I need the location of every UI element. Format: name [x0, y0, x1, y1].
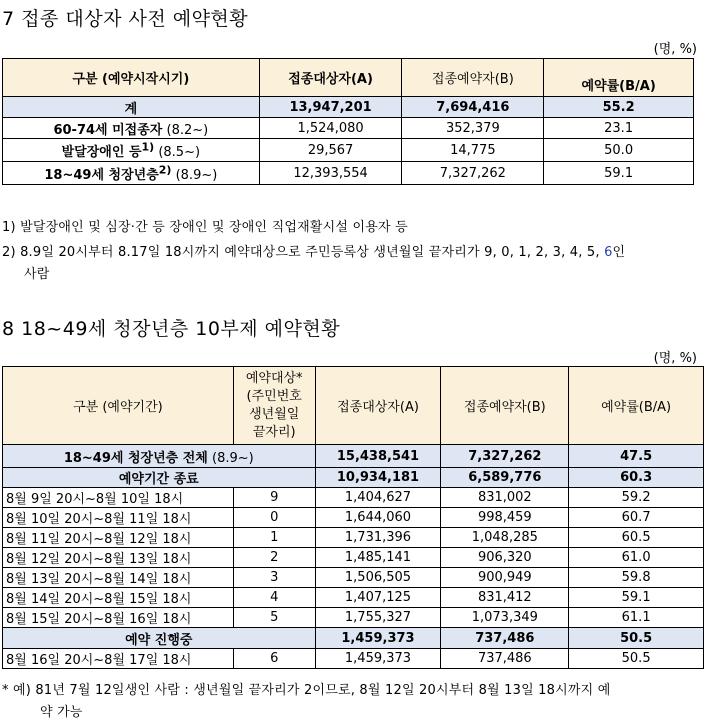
- row-label: 18~49세 청장년층: [44, 167, 159, 183]
- reservation-rate: 60.3: [569, 468, 704, 488]
- reserved-count: 1,048,285: [441, 528, 569, 548]
- table-row: [3, 608, 704, 628]
- reserved-count: 998,459: [441, 508, 569, 528]
- footnote-2: [2, 241, 625, 260]
- row-date-note: (8.5~): [158, 144, 201, 160]
- table-row-total: [3, 445, 704, 468]
- section8-title: 8 18~49세 청장년층 10부제 예약현황: [2, 318, 341, 340]
- table-row: [3, 162, 694, 185]
- table-row: [3, 528, 704, 548]
- table-row: [3, 649, 704, 669]
- row-label-cell: [3, 118, 260, 139]
- row-label-cell: [3, 162, 260, 185]
- footnote-2-cont: 사람: [24, 267, 50, 282]
- table-header-row: [3, 367, 704, 445]
- reserved-count: 7,694,416: [402, 97, 544, 118]
- target-count: 1,407,125: [315, 588, 441, 608]
- reservation-rate: 61.0: [569, 548, 704, 568]
- period-cell: 8월 15일 20시~8월 16일 18시: [3, 608, 234, 628]
- row-label-cell: [3, 445, 316, 468]
- footnote-ref: 2): [158, 163, 172, 177]
- table-row-total: [3, 97, 694, 118]
- period-cell: 8월 12일 20시~8월 13일 18시: [3, 548, 234, 568]
- reserved-count: 1,073,349: [441, 608, 569, 628]
- target-count: 1,485,141: [315, 548, 441, 568]
- reserved-count: 831,412: [441, 588, 569, 608]
- target-count: 1,731,396: [315, 528, 441, 548]
- reserved-count: 7,327,262: [402, 162, 544, 185]
- table-row-subtotal: [3, 628, 704, 649]
- reservation-rate: 50.5: [569, 649, 704, 669]
- table-row: [3, 588, 704, 608]
- col-header-period: 구분 (예약기간): [3, 367, 234, 445]
- reserved-count: 831,002: [441, 488, 569, 508]
- footnote-2-tail: 인: [612, 245, 626, 260]
- col-header-target-digit: 예약대상* (주민번호 생년월일 끝자리): [233, 367, 315, 445]
- row-label: 예약 진행중: [3, 628, 316, 649]
- table-row: [3, 568, 704, 588]
- period-cell: 8월 11일 20시~8월 12일 18시: [3, 528, 234, 548]
- digit-cell: 6: [233, 649, 315, 669]
- reservation-rate: 47.5: [569, 445, 704, 468]
- row-date-note: (8.9~): [212, 450, 254, 466]
- col-header-target: 접종대상자(A): [315, 367, 441, 445]
- col-header-reserved: 접종예약자(B): [402, 59, 544, 97]
- footnote-2-highlight: 6: [604, 245, 613, 260]
- target-count: 10,934,181: [315, 468, 441, 488]
- target-count: 1,755,327: [315, 608, 441, 628]
- section8-footnote: * 예) 81년 7월 12일생인 사람 : 생년월일 끝자리가 2이므로, 8월 12일 20시부터 8월 13일 18시까지 예: [2, 683, 611, 698]
- digit-cell: 4: [233, 588, 315, 608]
- period-cell: 8월 9일 20시~8월 10일 18시: [3, 488, 234, 508]
- reservation-rate: 50.5: [569, 628, 704, 649]
- reservation-rate: 59.1: [569, 588, 704, 608]
- reservation-rate: 55.2: [544, 97, 694, 118]
- reservation-rate: 59.1: [544, 162, 694, 185]
- row-label: 18~49세 청장년층 전체: [63, 450, 208, 466]
- period-cell: 8월 14일 20시~8월 15일 18시: [3, 588, 234, 608]
- section7-table: [2, 58, 694, 185]
- section8-footnote-cont: 약 가능: [40, 705, 83, 720]
- table-row: [3, 118, 694, 139]
- table-row: [3, 488, 704, 508]
- row-label: 예약기간 종료: [3, 468, 316, 488]
- reserved-count: 14,775: [402, 139, 544, 162]
- target-count: 1,506,505: [315, 568, 441, 588]
- col-header-reserved: 접종예약자(B): [441, 367, 569, 445]
- footnote-ref: 1): [141, 140, 155, 154]
- section8-table: [2, 366, 704, 669]
- table-row: [3, 508, 704, 528]
- period-cell: 8월 16일 20시~8월 17일 18시: [3, 649, 234, 669]
- digit-cell: 0: [233, 508, 315, 528]
- target-count: 1,404,627: [315, 488, 441, 508]
- reserved-count: 7,327,262: [441, 445, 569, 468]
- reservation-rate: 59.2: [569, 488, 704, 508]
- digit-cell: 2: [233, 548, 315, 568]
- digit-cell: 5: [233, 608, 315, 628]
- period-cell: 8월 13일 20시~8월 14일 18시: [3, 568, 234, 588]
- digit-cell: 9: [233, 488, 315, 508]
- col-header-rate: 예약률(B/A): [569, 367, 704, 445]
- digit-cell: 1: [233, 528, 315, 548]
- section7-title: 7 접종 대상자 사전 예약현황: [2, 8, 249, 30]
- target-count: 12,393,554: [259, 162, 402, 185]
- row-label-cell: [3, 139, 260, 162]
- reservation-rate: 60.7: [569, 508, 704, 528]
- digit-cell: 3: [233, 568, 315, 588]
- table-row: [3, 139, 694, 162]
- col-header-category: 구분 (예약시작시기): [3, 59, 260, 97]
- target-count: 1,459,373: [315, 649, 441, 669]
- row-date-note: (8.9~): [175, 167, 218, 183]
- reserved-count: 906,320: [441, 548, 569, 568]
- footnote-1: 1) 발달장애인 및 심장·간 등 장애인 및 장애인 직업재활시설 이용자 등: [2, 220, 408, 235]
- period-cell: 8월 10일 20시~8월 11일 18시: [3, 508, 234, 528]
- reserved-count: 6,589,776: [441, 468, 569, 488]
- target-count: 15,438,541: [315, 445, 441, 468]
- reserved-count: 737,486: [441, 628, 569, 649]
- row-label: 계: [3, 97, 260, 118]
- footnote-2-text: 2) 8.9일 20시부터 8.17일 18시까지 예약대상으로 주민등록상 생년월일 끝자리가 9, 0, 1, 2, 3, 4, 5,: [2, 245, 605, 260]
- reservation-rate: 61.1: [569, 608, 704, 628]
- col-header-target: 접종대상자(A): [259, 59, 402, 97]
- col-header-rate: 예약률(B/A): [544, 59, 694, 97]
- row-label: 발달장애인 등: [61, 144, 142, 160]
- table-header-row: [3, 59, 694, 97]
- row-date-note: (8.2~): [166, 122, 209, 138]
- target-count: 29,567: [259, 139, 402, 162]
- row-label: 60-74세 미접종자: [53, 122, 163, 138]
- reservation-rate: 50.0: [544, 139, 694, 162]
- target-count: 1,524,080: [259, 118, 402, 139]
- target-count: 1,459,373: [315, 628, 441, 649]
- reservation-rate: 23.1: [544, 118, 694, 139]
- target-count: 1,644,060: [315, 508, 441, 528]
- target-count: 13,947,201: [259, 97, 402, 118]
- reserved-count: 900,949: [441, 568, 569, 588]
- reserved-count: 737,486: [441, 649, 569, 669]
- table-row-subtotal: [3, 468, 704, 488]
- reserved-count: 352,379: [402, 118, 544, 139]
- section8-unit: (명, %): [653, 351, 697, 366]
- table-row: [3, 548, 704, 568]
- reservation-rate: 59.8: [569, 568, 704, 588]
- reservation-rate: 60.5: [569, 528, 704, 548]
- section7-unit: (명, %): [653, 42, 697, 57]
